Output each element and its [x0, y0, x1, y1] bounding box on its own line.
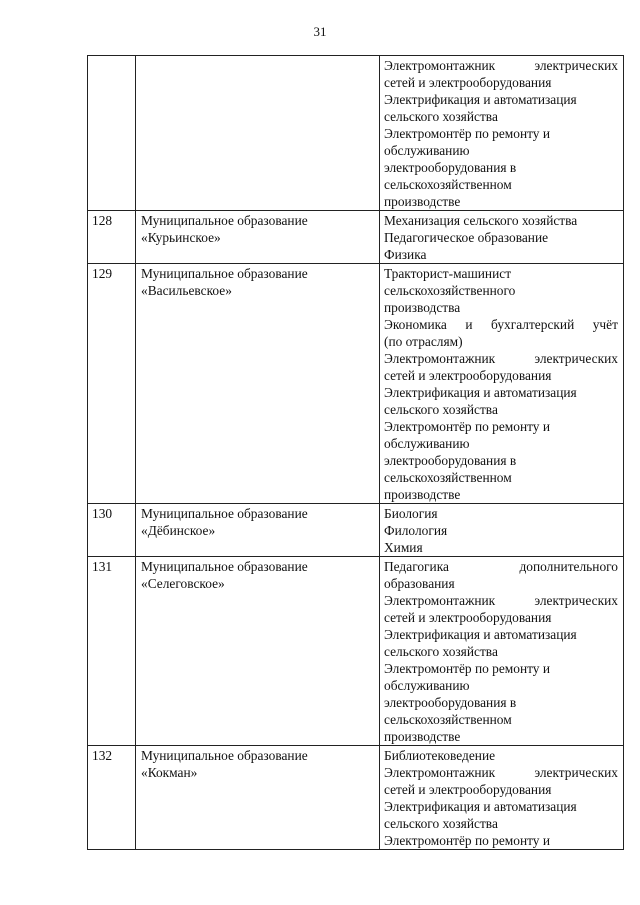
program-line: обслуживанию [384, 436, 470, 451]
program-line: Электрификация и автоматизация [384, 627, 577, 642]
program-line: Электромонтёр по ремонту и [384, 661, 551, 676]
program-line: Электромонтажник электрических [384, 765, 618, 780]
program-line: обслуживанию [384, 678, 470, 693]
program-line: Электромонтёр по ремонту и [384, 419, 551, 434]
municipality-name-line: Муниципальное образование [141, 213, 308, 228]
program-line: обслуживанию [384, 143, 470, 158]
program-line: производстве [384, 487, 461, 502]
program-entry [384, 832, 618, 849]
programs-cell [380, 504, 624, 557]
program-line: электрооборудования в [384, 160, 517, 175]
program-line: образования [384, 576, 455, 591]
program-line: Химия [384, 540, 423, 555]
program-entry [384, 384, 618, 418]
program-line: Физика [384, 247, 427, 262]
row-number-cell: 130 [88, 504, 136, 557]
row-number-cell: 131 [88, 557, 136, 746]
program-entry [384, 660, 618, 745]
page-number: 31 [313, 24, 327, 39]
programs-cell [380, 746, 624, 850]
program-entry [384, 558, 618, 592]
table-row [88, 264, 624, 504]
program-line: Электромонтёр по ремонту и [384, 833, 551, 848]
program-line: сельского хозяйства [384, 109, 498, 124]
program-entry [384, 798, 618, 832]
program-line: сельскохозяйственного [384, 283, 516, 298]
program-entry [384, 747, 618, 764]
table-row [88, 56, 624, 211]
table-row [88, 746, 624, 850]
municipality-name-cell [136, 264, 380, 504]
programs-cell [380, 557, 624, 746]
program-entry [384, 125, 618, 210]
table-body [88, 56, 624, 850]
program-entry [384, 229, 618, 246]
program-line: Библиотековедение [384, 748, 496, 763]
municipality-name-cell [136, 56, 380, 211]
program-line: Биология [384, 506, 438, 521]
program-entry [384, 265, 618, 316]
municipality-name-cell [136, 557, 380, 746]
row-number-cell: 128 [88, 211, 136, 264]
program-line: Электрификация и автоматизация [384, 92, 577, 107]
row-number-cell: 132 [88, 746, 136, 850]
program-entry [384, 212, 618, 229]
program-entry [384, 91, 618, 125]
program-line: электрооборудования в [384, 695, 517, 710]
program-line: сельскохозяйственном [384, 712, 512, 727]
program-line: Тракторист-машинист [384, 266, 512, 281]
municipality-name-line: Муниципальное образование [141, 506, 308, 521]
programs-cell [380, 264, 624, 504]
program-line: Экономика и бухгалтерский учёт [384, 317, 618, 332]
table-row [88, 211, 624, 264]
program-entry [384, 316, 618, 350]
program-entry [384, 626, 618, 660]
program-entry [384, 57, 618, 91]
program-line: Электромонтажник электрических [384, 593, 618, 608]
table-row [88, 557, 624, 746]
table-row [88, 504, 624, 557]
program-line: Электромонтажник электрических [384, 351, 618, 366]
municipality-name-line: «Васильевское» [141, 283, 232, 298]
programs-cell [380, 211, 624, 264]
municipality-name-line: «Дёбинское» [141, 523, 216, 538]
row-number-cell [88, 56, 136, 211]
row-number-cell: 129 [88, 264, 136, 504]
program-entry [384, 505, 618, 522]
program-line: сельского хозяйства [384, 816, 498, 831]
program-entry [384, 522, 618, 539]
programs-cell [380, 56, 624, 211]
municipality-name-line: «Селеговское» [141, 576, 225, 591]
program-line: Электромонтажник электрических [384, 58, 618, 73]
program-line: Механизация сельского хозяйства [384, 213, 578, 228]
program-line: производстве [384, 729, 461, 744]
program-entry [384, 246, 618, 263]
program-line: сетей и электрооборудования [384, 782, 552, 797]
program-line: Педагогика дополнительного [384, 559, 618, 574]
program-line: Педагогическое образование [384, 230, 549, 245]
program-line: производстве [384, 194, 461, 209]
program-entry [384, 418, 618, 503]
program-line: сельского хозяйства [384, 644, 498, 659]
program-entry [384, 764, 618, 798]
program-line: Электромонтёр по ремонту и [384, 126, 551, 141]
municipality-name-cell [136, 211, 380, 264]
program-entry [384, 539, 618, 556]
municipality-name-line: Муниципальное образование [141, 266, 308, 281]
program-line: Филология [384, 523, 448, 538]
program-line: Электрификация и автоматизация [384, 385, 577, 400]
program-line: Электрификация и автоматизация [384, 799, 577, 814]
program-line: сетей и электрооборудования [384, 75, 552, 90]
program-line: сельского хозяйства [384, 402, 498, 417]
program-entry [384, 350, 618, 384]
program-line: сетей и электрооборудования [384, 368, 552, 383]
program-line: электрооборудования в [384, 453, 517, 468]
municipality-name-line: «Кокман» [141, 765, 198, 780]
municipality-name-cell [136, 746, 380, 850]
municipality-programs-table [87, 55, 624, 850]
municipality-name-line: «Курьинское» [141, 230, 221, 245]
municipality-name-line: Муниципальное образование [141, 559, 308, 574]
program-entry [384, 592, 618, 626]
municipality-name-line: Муниципальное образование [141, 748, 308, 763]
municipality-name-cell [136, 504, 380, 557]
program-line: сельскохозяйственном [384, 470, 512, 485]
program-line: производства [384, 300, 461, 315]
program-line: сельскохозяйственном [384, 177, 512, 192]
program-line: сетей и электрооборудования [384, 610, 552, 625]
program-line: (по отраслям) [384, 334, 463, 349]
